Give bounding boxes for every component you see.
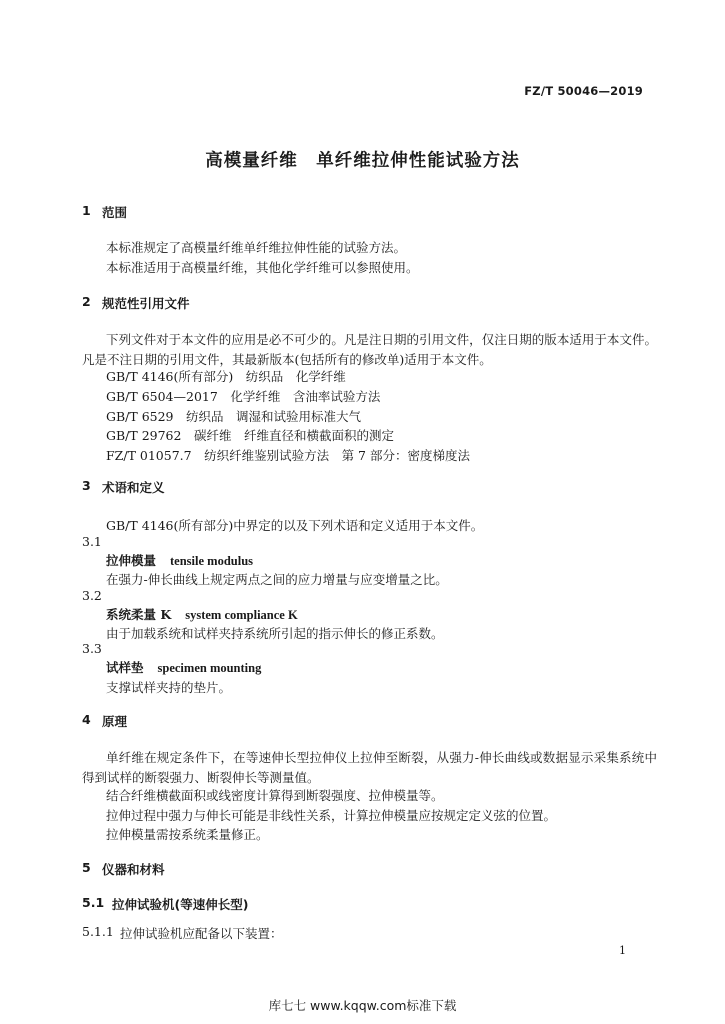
paragraph: 本标准规定了高模量纤维单纤维拉伸性能的试验方法。	[106, 240, 407, 255]
reference-item: GB/T 6504—2017 化学纤维 含油率试验方法	[106, 389, 381, 404]
term-english: system compliance K	[185, 608, 298, 622]
term-chinese: 拉伸模量	[106, 553, 157, 568]
standard-number: FZ/T 50046—2019	[524, 84, 643, 98]
section-title: 规范性引用文件	[102, 296, 190, 311]
section-number: 5	[82, 860, 91, 875]
term-number: 3.3	[82, 641, 102, 656]
footer-watermark: 库七七 www.kqqw.com标准下载	[268, 998, 457, 1013]
reference-item: FZ/T 01057.7 纺织纤维鉴别试验方法 第 7 部分：密度梯度法	[106, 448, 470, 463]
section-title: 范围	[102, 205, 128, 220]
reference-item: GB/T 29762 碳纤维 纤维直径和横截面积的测定	[106, 428, 394, 443]
subsection-title: 拉伸试验机(等速伸长型)	[112, 897, 249, 912]
paragraph: 结合纤维横截面积或线密度计算得到断裂强度、拉伸模量等。	[106, 788, 444, 803]
paragraph: 本标准适用于高模量纤维，其他化学纤维可以参照使用。	[106, 260, 419, 275]
section-title: 术语和定义	[102, 480, 165, 495]
paragraph: 单纤维在规定条件下，在等速伸长型拉伸仪上拉伸至断裂，从强力-伸长曲线或数据显示采集系统中得到试样的断裂强力、断裂伸长等测量值。	[82, 750, 657, 785]
section-title: 原理	[102, 714, 128, 729]
term-heading	[106, 551, 253, 569]
section-2-heading	[82, 294, 382, 310]
term-definition: 由于加载系统和试样夹持系统所引起的指示伸长的修正系数。	[106, 626, 444, 641]
subsection-number: 5.1	[82, 895, 105, 910]
clause-number: 5.1.1	[82, 924, 114, 939]
subsection-heading	[82, 895, 382, 911]
section-number: 3	[82, 478, 91, 493]
term-number: 3.2	[82, 588, 102, 603]
term-chinese: 试样垫	[106, 660, 144, 675]
section-number: 4	[82, 712, 91, 727]
paragraph: 拉伸过程中强力与伸长可能是非线性关系，计算拉伸模量应按规定定义弦的位置。	[106, 808, 557, 823]
term-heading	[106, 658, 261, 676]
reference-item: GB/T 6529 纺织品 调湿和试验用标准大气	[106, 409, 362, 424]
paragraph: 拉伸模量需按系统柔量修正。	[106, 827, 269, 842]
clause-text: 拉伸试验机应配备以下装置：	[120, 926, 283, 941]
section-number: 2	[82, 294, 91, 309]
paragraph: GB/T 4146(所有部分)中界定的以及下列术语和定义适用于本文件。	[106, 518, 484, 533]
section-title: 仪器和材料	[102, 862, 165, 877]
document-title: 高模量纤维 单纤维拉伸性能试验方法	[205, 151, 520, 171]
page-number: 1	[619, 944, 626, 957]
term-definition: 在强力-伸长曲线上规定两点之间的应力增量与应变增量之比。	[106, 572, 448, 587]
reference-item: GB/T 4146(所有部分) 纺织品 化学纤维	[106, 369, 346, 384]
section-4-heading	[82, 712, 382, 728]
section-3-heading	[82, 478, 382, 494]
section-number: 1	[82, 203, 91, 218]
term-number: 3.1	[82, 534, 102, 549]
section-5-heading	[82, 860, 382, 876]
clause	[82, 924, 482, 940]
term-english: specimen mounting	[157, 661, 262, 675]
term-heading	[106, 605, 298, 623]
term-definition: 支撑试样夹持的垫片。	[106, 680, 232, 695]
section-1-heading	[82, 203, 382, 219]
paragraph: 下列文件对于本文件的应用是必不可少的。凡是注日期的引用文件，仅注日期的版本适用于本文件。凡是不注日期的引用文件，其最新版本(包括所有的修改单)适用于本文件。	[82, 332, 657, 367]
term-english: tensile modulus	[170, 554, 254, 568]
term-chinese: 系统柔量 K	[106, 607, 172, 622]
